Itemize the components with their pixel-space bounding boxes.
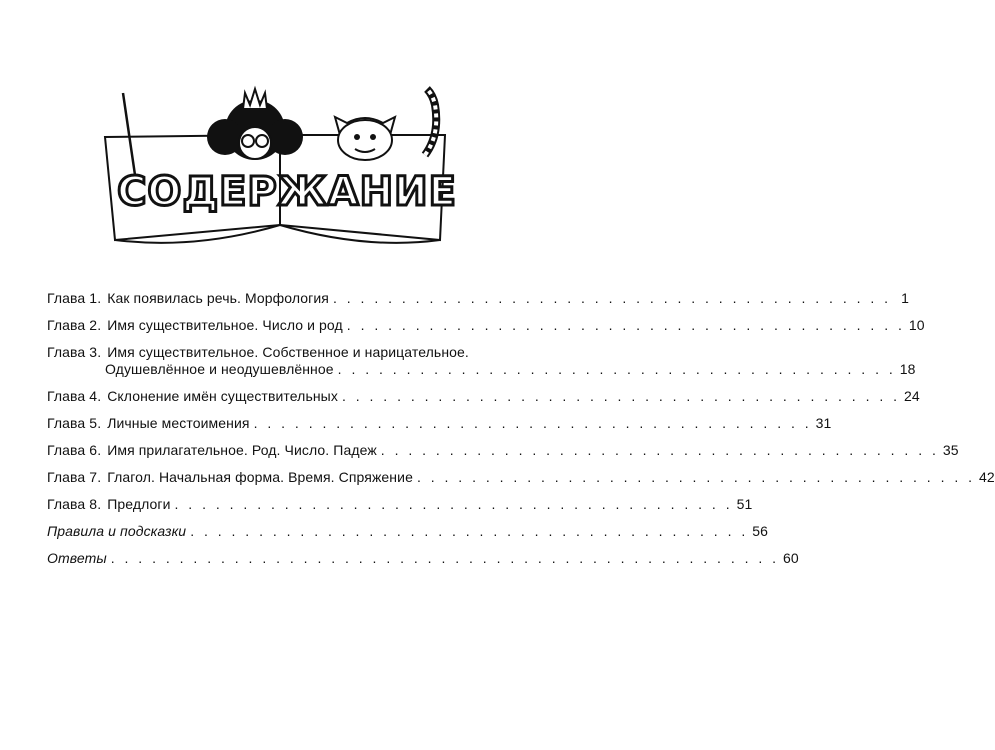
toc-entry[interactable] bbox=[47, 415, 832, 432]
page-number: 60 bbox=[783, 550, 799, 566]
chapter-number: Глава 7. bbox=[47, 469, 102, 485]
chapter-number: Глава 3. bbox=[47, 344, 102, 360]
chapter-title: Личные местоимения bbox=[107, 415, 250, 431]
chapter-number: Глава 4. bbox=[47, 388, 102, 404]
dot-leader: . . . . . . . . . . . . . . . . . . . . . . . . . . . . . . . . . . . . . . . . . bbox=[416, 469, 976, 485]
chapter-number: Глава 2. bbox=[47, 317, 102, 333]
page-number: 10 bbox=[908, 317, 925, 333]
toc-entry[interactable] bbox=[47, 317, 925, 334]
section-title: Правила и подсказки bbox=[47, 523, 187, 539]
dot-leader: . . . . . . . . . . . . . . . . . . . . . . . . . . . . . . . . . . . . . . . . . bbox=[174, 496, 733, 512]
chapter-title: Глагол. Начальная форма. Время. Спряжение bbox=[107, 469, 413, 485]
chapter-title: Предлоги bbox=[107, 496, 171, 512]
svg-text:СОДЕРЖАНИЕ: СОДЕРЖАНИЕ bbox=[117, 169, 457, 215]
page-number: 42 bbox=[979, 469, 995, 485]
page-number: 51 bbox=[736, 496, 753, 512]
dot-leader: . . . . . . . . . . . . . . . . . . . . . . . . . . . . . . . . . . . . . . . . . bbox=[346, 317, 905, 333]
page-number: 1 bbox=[901, 290, 910, 306]
toc-entry[interactable] bbox=[47, 469, 995, 486]
toc-entry[interactable] bbox=[47, 442, 959, 459]
chapter-number: Глава 6. bbox=[47, 442, 102, 458]
chapter-title: Имя прилагательное. Род. Число. Падеж bbox=[107, 442, 377, 458]
toc-entry[interactable] bbox=[47, 290, 910, 307]
toc-entry[interactable] bbox=[47, 550, 799, 567]
chapter-title: Имя существительное. Число и род bbox=[107, 317, 343, 333]
chapter-title: Как появилась речь. Морфология bbox=[107, 290, 329, 306]
chapter-title-line1: Имя существительное. Собственное и нарицательное. bbox=[107, 344, 469, 360]
dot-leader: . . . . . . . . . . . . . . . . . . . . . . . . . . . . . . . . . . . . . . . . . bbox=[380, 442, 939, 458]
chapter-title: Одушевлённое и неодушевлённое bbox=[105, 361, 334, 377]
dot-leader: . . . . . . . . . . . . . . . . . . . . . . . . . . . . . . . . . . . . . . . . . bbox=[332, 290, 892, 306]
page-number: 24 bbox=[904, 388, 920, 404]
section-title: Ответы bbox=[47, 550, 107, 566]
dot-leader: . . . . . . . . . . . . . . . . . . . . . . . . . . . . . . . . . . . . . . . . . bbox=[190, 523, 749, 539]
chapter-number: Глава 1. bbox=[47, 290, 102, 306]
chapter-number: Глава 8. bbox=[47, 496, 102, 512]
page-number: 56 bbox=[752, 523, 769, 539]
girl-drawing bbox=[207, 89, 303, 160]
title-lettering bbox=[117, 169, 457, 215]
toc-entry[interactable] bbox=[47, 523, 769, 540]
toc-entry[interactable] bbox=[47, 344, 916, 378]
dot-leader: . . . . . . . . . . . . . . . . . . . . . . . . . . . . . . . . . . . . . . . . . bbox=[337, 361, 896, 377]
contents-illustration bbox=[95, 75, 475, 255]
toc-entry[interactable] bbox=[47, 496, 753, 513]
table-of-contents bbox=[47, 290, 995, 577]
dot-leader: . . . . . . . . . . . . . . . . . . . . . . . . . . . . . . . . . . . . . . . . . . . . . . . . . bbox=[110, 550, 780, 566]
chapter-number: Глава 5. bbox=[47, 415, 102, 431]
page-number: 31 bbox=[815, 415, 832, 431]
page-number: 35 bbox=[942, 442, 959, 458]
dot-leader: . . . . . . . . . . . . . . . . . . . . . . . . . . . . . . . . . . . . . . . . . bbox=[341, 388, 901, 404]
toc-entry[interactable] bbox=[47, 388, 920, 405]
page-number: 18 bbox=[899, 361, 916, 377]
dot-leader: . . . . . . . . . . . . . . . . . . . . . . . . . . . . . . . . . . . . . . . . . bbox=[253, 415, 812, 431]
chapter-title: Склонение имён существительных bbox=[107, 388, 338, 404]
